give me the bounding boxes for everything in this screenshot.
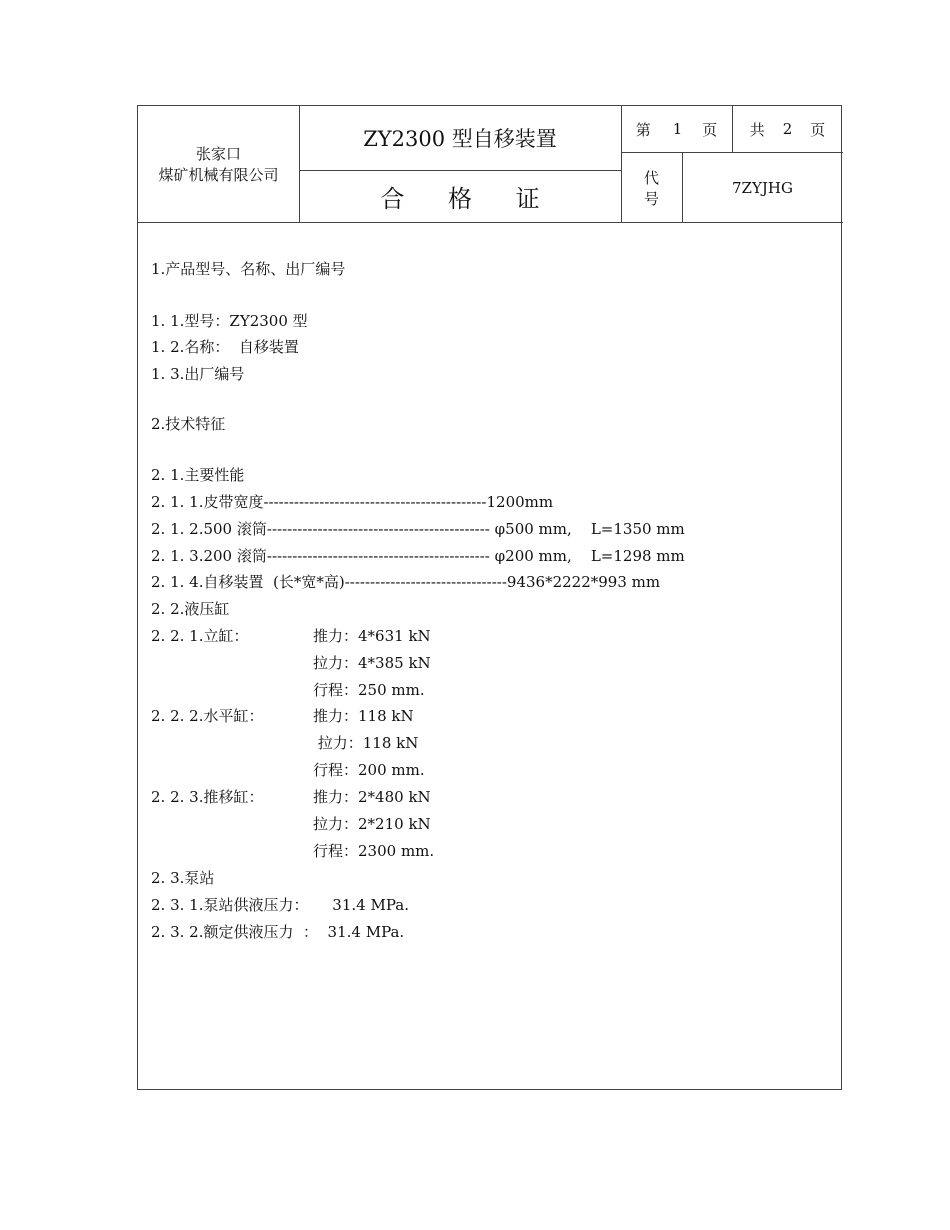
divider xyxy=(299,106,300,223)
spec-value: 拉力：2*210 kN xyxy=(313,815,431,833)
spec-line: 1. 1.型号：ZY2300 型 xyxy=(151,312,308,330)
certificate-sheet xyxy=(137,105,842,1090)
total-suffix: 页 xyxy=(810,120,826,139)
spec-value: 拉力：4*385 kN xyxy=(313,654,431,672)
spec-line: 2. 3.泵站 xyxy=(151,869,215,887)
spec-line: 2. 1.主要性能 xyxy=(151,466,245,484)
spec-line: 2. 3. 2.额定供液压力 ： 31.4 MPa. xyxy=(151,923,405,941)
divider xyxy=(682,152,683,223)
spec-line: 2. 1. 3.200 滚筒-------------------------------------------- φ200 mm, L=1298 mm xyxy=(151,547,685,565)
section-heading: 2.技术特征 xyxy=(151,415,226,433)
spec-line: 1. 2.名称： 自移装置 xyxy=(151,338,299,356)
spec-value: 推力：2*480 kN xyxy=(313,788,431,806)
spec-line: 2. 2. 1.立缸： xyxy=(151,627,249,645)
spec-line: 2. 1. 4.自移装置 (长*宽*高)--------------------------------9436*2222*993 mm xyxy=(151,573,661,591)
code-value: 7ZYJHG xyxy=(732,178,793,197)
page-suffix: 页 xyxy=(702,120,718,139)
spec-line: 2. 2. 2.水平缸： xyxy=(151,707,264,725)
spec-line: 1. 3.出厂编号 xyxy=(151,365,245,383)
page-number-cell xyxy=(621,106,732,152)
company-name xyxy=(138,106,299,223)
section-heading: 1.产品型号、名称、出厂编号 xyxy=(151,260,346,278)
divider xyxy=(299,170,621,171)
page-prefix: 第 xyxy=(635,120,651,139)
spec-line: 2. 3. 1.泵站供液压力： 31.4 MPa. xyxy=(151,896,409,914)
total-prefix: 共 xyxy=(749,120,765,139)
divider xyxy=(621,152,843,153)
divider xyxy=(621,106,622,223)
spec-value: 行程：200 mm. xyxy=(313,761,425,779)
spec-value: 行程：250 mm. xyxy=(313,681,425,699)
spec-line: 2. 1. 1.皮带宽度--------------------------------------------1200mm xyxy=(151,493,554,511)
company-line-2: 煤矿机械有限公司 xyxy=(158,165,279,184)
document-title: ZY2300 型自移装置 xyxy=(363,127,557,151)
spec-value: 推力：118 kN xyxy=(313,707,414,725)
page-number: 1 xyxy=(672,120,683,138)
spec-line: 2. 1. 2.500 滚筒-------------------------------------------- φ500 mm, L=1350 mm xyxy=(151,520,685,538)
divider xyxy=(732,106,733,152)
spec-value: 推力：4*631 kN xyxy=(313,627,431,645)
company-line-1: 张家口 xyxy=(195,144,241,163)
spec-line: 2. 2. 3.推移缸： xyxy=(151,788,264,806)
spec-value: 行程：2300 mm. xyxy=(313,842,435,860)
spec-value: 拉力：118 kN xyxy=(313,734,419,752)
total-pages: 2 xyxy=(782,120,793,138)
code-label: 代 号 xyxy=(643,168,667,208)
certificate-label: 合 格 证 xyxy=(380,185,558,213)
total-pages-cell xyxy=(732,106,843,152)
header-table xyxy=(138,106,843,223)
spec-line: 2. 2.液压缸 xyxy=(151,600,230,618)
